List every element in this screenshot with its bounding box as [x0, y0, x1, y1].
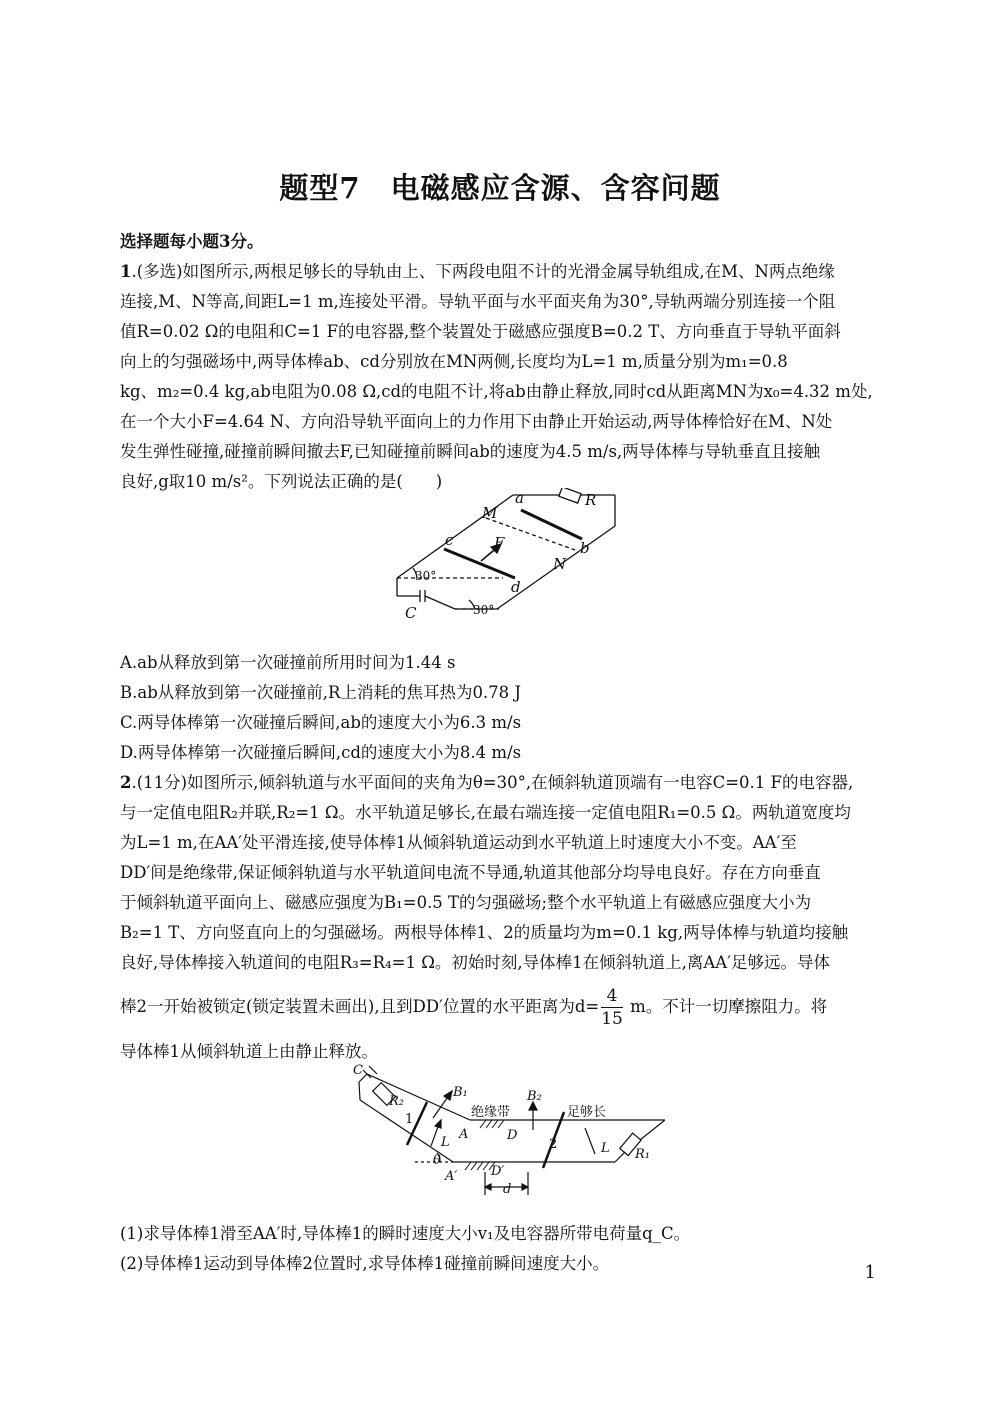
q1-line-1: 1.(多选)如图所示,两根足够长的导轨由上、下两段电阻不计的光滑金属导轨组成,在M、N两点绝缘 — [120, 262, 835, 281]
q1-label-F: F — [494, 534, 505, 552]
q1-line-7: 发生弹性碰撞,碰撞前瞬间撤去F,已知碰撞前瞬间ab的速度为4.5 m/s,两导体棒与导轨垂直且接触 — [120, 442, 821, 461]
q2-label-R2: R₂ — [389, 1094, 404, 1109]
section-intro: 选择题每小题3分。 — [120, 232, 264, 251]
q1-label-N: N — [553, 555, 567, 573]
q2-line-7: 良好,导体棒接入轨道间的电阻R₃=R₄=1 Ω。初始时刻,导体棒1在倾斜轨道上,离AA′足够远。导体 — [120, 953, 830, 972]
q2-label-theta: θ — [433, 1153, 441, 1168]
q2-label-L1: L — [441, 1135, 450, 1150]
q1-option-d: D.两导体棒第一次碰撞后瞬间,cd的速度大小为8.4 m/s — [120, 743, 522, 762]
q2-figure — [345, 1060, 665, 1200]
q1-label-d: d — [511, 578, 521, 596]
q2-label-B1: B₁ — [453, 1085, 468, 1100]
q2-line-8: 棒2一开始被锁定(锁定装置未画出),且到DD′位置的水平距离为d= $\frac{4}{15}$ m。不计一切摩擦阻力。将 — [120, 986, 828, 1029]
q2-label-D: D — [507, 1128, 518, 1143]
q2-line-3: 为L=1 m,在AA′处平滑连接,使导体棒1从倾斜轨道运动到水平轨道上时速度大小不变。AA′至 — [120, 833, 797, 852]
fraction-d: $\frac{4}{15}$ — [601, 986, 623, 1029]
q2-line-2: 与一定值电阻R₂并联,R₂=1 Ω。水平轨道足够长,在最右端连接一定值电阻R₁=0.5 Ω。两轨道宽度均 — [120, 803, 851, 822]
q2-label-A: A — [459, 1127, 469, 1142]
q2-label-enough: 足够长 — [567, 1105, 607, 1120]
q2-label-C: C — [353, 1063, 363, 1078]
q2-label-bar1: 1 — [405, 1112, 414, 1127]
q1-line-3: 值R=0.02 Ω的电阻和C=1 F的电容器,整个装置处于磁感应强度B=0.2 T、方向垂直于导轨平面斜 — [120, 322, 841, 341]
q2-label-R1: R₁ — [635, 1147, 650, 1162]
q1-line-4: 向上的匀强磁场中,两导体棒ab、cd分别放在MN两侧,长度均为L=1 m,质量分别为m₁=0.8 — [120, 352, 788, 371]
q1-label-b: b — [580, 539, 590, 557]
q1-figure — [385, 488, 625, 623]
q1-line-2: 连接,M、N等高,间距L=1 m,连接处平滑。导轨平面与水平面夹角为30°,导轨两端分别连接一个阻 — [120, 292, 836, 311]
q1-label-a: a — [515, 489, 524, 507]
q2-line-6: B₂=1 T、方向竖直向上的匀强磁场。两根导体棒1、2的质量均为m=0.1 kg,两导体棒与轨道均接触 — [120, 923, 849, 942]
q1-label-angle1: 30° — [415, 569, 437, 583]
q1-label-angle2: 30° — [473, 603, 495, 617]
q2-label-insulate: 绝缘带 — [471, 1105, 511, 1120]
q2-sub-2: (2)导体棒1运动到导体棒2位置时,求导体棒1碰撞前瞬间速度大小。 — [120, 1254, 610, 1273]
q2-label-d: d — [503, 1182, 512, 1197]
q1-number: 1 — [120, 262, 132, 281]
q1-option-c: C.两导体棒第一次碰撞后瞬间,ab的速度大小为6.3 m/s — [120, 713, 522, 732]
q2-label-bar2: 2 — [549, 1137, 558, 1152]
q1-label-R: R — [585, 491, 597, 509]
q1-label-c: c — [445, 531, 454, 549]
q2-line-1: 2.(11分)如图所示,倾斜轨道与水平面间的夹角为θ=30°,在倾斜轨道顶端有一电容C=0.1 F的电容器, — [120, 773, 854, 792]
q2-line-4: DD′间是绝缘带,保证倾斜轨道与水平轨道间电流不导通,轨道其他部分均导电良好。存在方向垂直 — [120, 863, 821, 882]
q1-line-8: 良好,g取10 m/s²。下列说法正确的是( ) — [120, 472, 443, 491]
q2-label-B2: B₂ — [527, 1089, 542, 1104]
page-number: 1 — [864, 1262, 876, 1283]
q2-line-5: 于倾斜轨道平面向上、磁感应强度为B₁=0.5 T的匀强磁场;整个水平轨道上有磁感应强度大小为 — [120, 893, 812, 912]
q2-label-L2: L — [601, 1141, 610, 1156]
q2-label-A-prime: A′ — [445, 1169, 458, 1184]
q1-label-C: C — [405, 604, 417, 622]
q2-line-9: 导体棒1从倾斜轨道上由静止释放。 — [120, 1042, 378, 1061]
q1-line-5: kg、m₂=0.4 kg,ab电阻为0.08 Ω,cd的电阻不计,将ab由静止释放,同时cd从距离MN为x₀=4.32 m处, — [120, 382, 873, 401]
q1-label-M: M — [482, 504, 498, 522]
q2-label-D-prime: D′ — [491, 1164, 505, 1179]
q1-line-6: 在一个大小F=4.64 N、方向沿导轨平面向上的力作用下由静止开始运动,两导体棒恰好在M、N处 — [120, 412, 833, 431]
q2-number: 2 — [120, 773, 132, 792]
q2-sub-1: (1)求导体棒1滑至AA′时,导体棒1的瞬时速度大小v₁及电容器所带电荷量q_C。 — [120, 1224, 691, 1243]
q1-option-b: B.ab从释放到第一次碰撞前,R上消耗的焦耳热为0.78 J — [120, 683, 522, 702]
q1-option-a: A.ab从释放到第一次碰撞前所用时间为1.44 s — [120, 653, 456, 672]
page-title: 题型7 电磁感应含源、含容问题 — [279, 171, 721, 205]
